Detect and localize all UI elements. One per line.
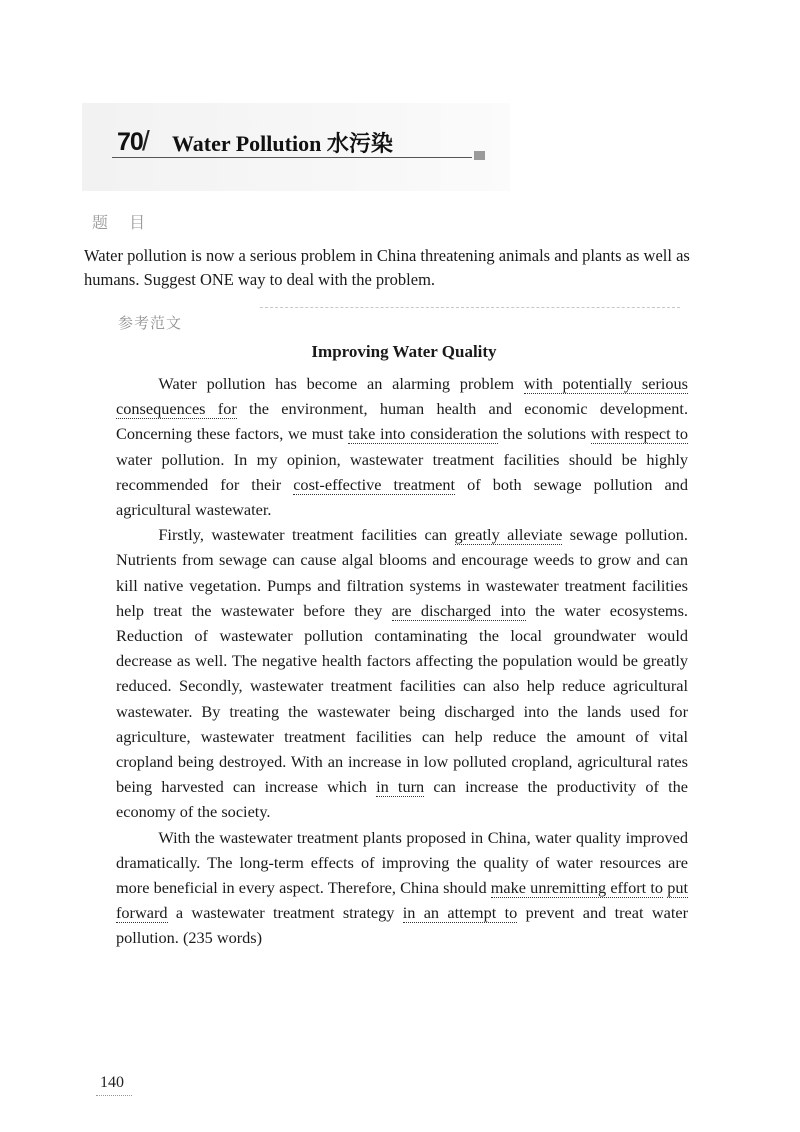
essay-paragraph	[116, 371, 688, 522]
page-number-ornament	[96, 1095, 132, 1096]
essay-text: can increase the productivity of the economy of the society.	[116, 777, 688, 822]
key-phrase: put forward	[116, 878, 688, 923]
key-phrase: in an attempt to	[402, 903, 518, 923]
key-phrase: in turn	[376, 777, 425, 797]
essay-text: Firstly, wastewater treatment facilities can	[158, 525, 455, 545]
essay-text: the solutions	[497, 424, 591, 444]
key-phrase: with potentially serious consequences for	[116, 374, 689, 419]
key-phrase: with respect to	[590, 424, 689, 444]
key-phrase: cost-effective treatment	[293, 474, 456, 494]
chapter-slash: /	[142, 125, 150, 156]
essay-text: the water ecosystems. Reduction of wastewater pollution contaminating the local groundwater would decrease as well. The negative health factors affecting the population would be greatly reduced. Secondly, wastewater treatment facilities can also help reduce agricultural wastewater. By treating the wastewater being discharged into the lands used for agriculture, wastewater treatment facilities can help reduce the amount of vital cropland being destroyed. With an increase in low polluted cropland, agricultural rates being harvested can increase which	[116, 600, 689, 797]
essay-prompt: Water pollution is now a serious problem in China threatening animals and plants as well as humans. Suggest ONE way to deal with the problem.	[84, 246, 690, 289]
chapter-number: 70	[117, 128, 143, 156]
essay-paragraph	[116, 825, 688, 951]
key-phrase: are discharged into	[391, 600, 526, 620]
essay-text: prevent and treat water pollution. (235 words)	[116, 903, 689, 948]
key-phrase: take into consideration	[348, 424, 498, 444]
essay-text: a wastewater treatment strategy	[167, 903, 403, 923]
chapter-title: Water Pollution 水污染	[172, 131, 393, 156]
key-phrase: make unremitting effort to	[490, 878, 664, 898]
chapter-square-icon	[474, 151, 485, 160]
section-label-sample: 参考范文	[118, 314, 183, 332]
dashed-divider	[260, 307, 680, 308]
essay-body	[116, 371, 688, 951]
key-phrase: greatly alleviate	[454, 525, 563, 545]
essay-text: of both sewage pollution and agricultural wastewater.	[116, 474, 689, 520]
essay-title: Improving Water Quality	[311, 342, 497, 361]
essay-text: sewage pollution. Nutrients from sewage can cause algal blooms and encourage weeds to grow and can kill native vegetation. Pumps and filtration systems in wastewater treatment facilities help treat the wastewater before they	[116, 525, 688, 620]
essay-text: the environment, human health and economic development. Concerning these factors, we must	[116, 399, 689, 444]
essay-text: water pollution. In my opinion, wastewater treatment facilities should be highly recommended for their	[116, 449, 688, 494]
essay-paragraph	[116, 522, 688, 824]
essay-text: With the wastewater treatment plants proposed in China, water quality improved dramatically. The long-term effects of improving the quality of water resources are more beneficial in every aspect. Therefore, China should	[116, 827, 688, 898]
section-label-topic: 题 目	[92, 213, 154, 232]
essay-text: Water pollution has become an alarming problem	[158, 374, 524, 393]
page-number: 140	[100, 1074, 124, 1091]
